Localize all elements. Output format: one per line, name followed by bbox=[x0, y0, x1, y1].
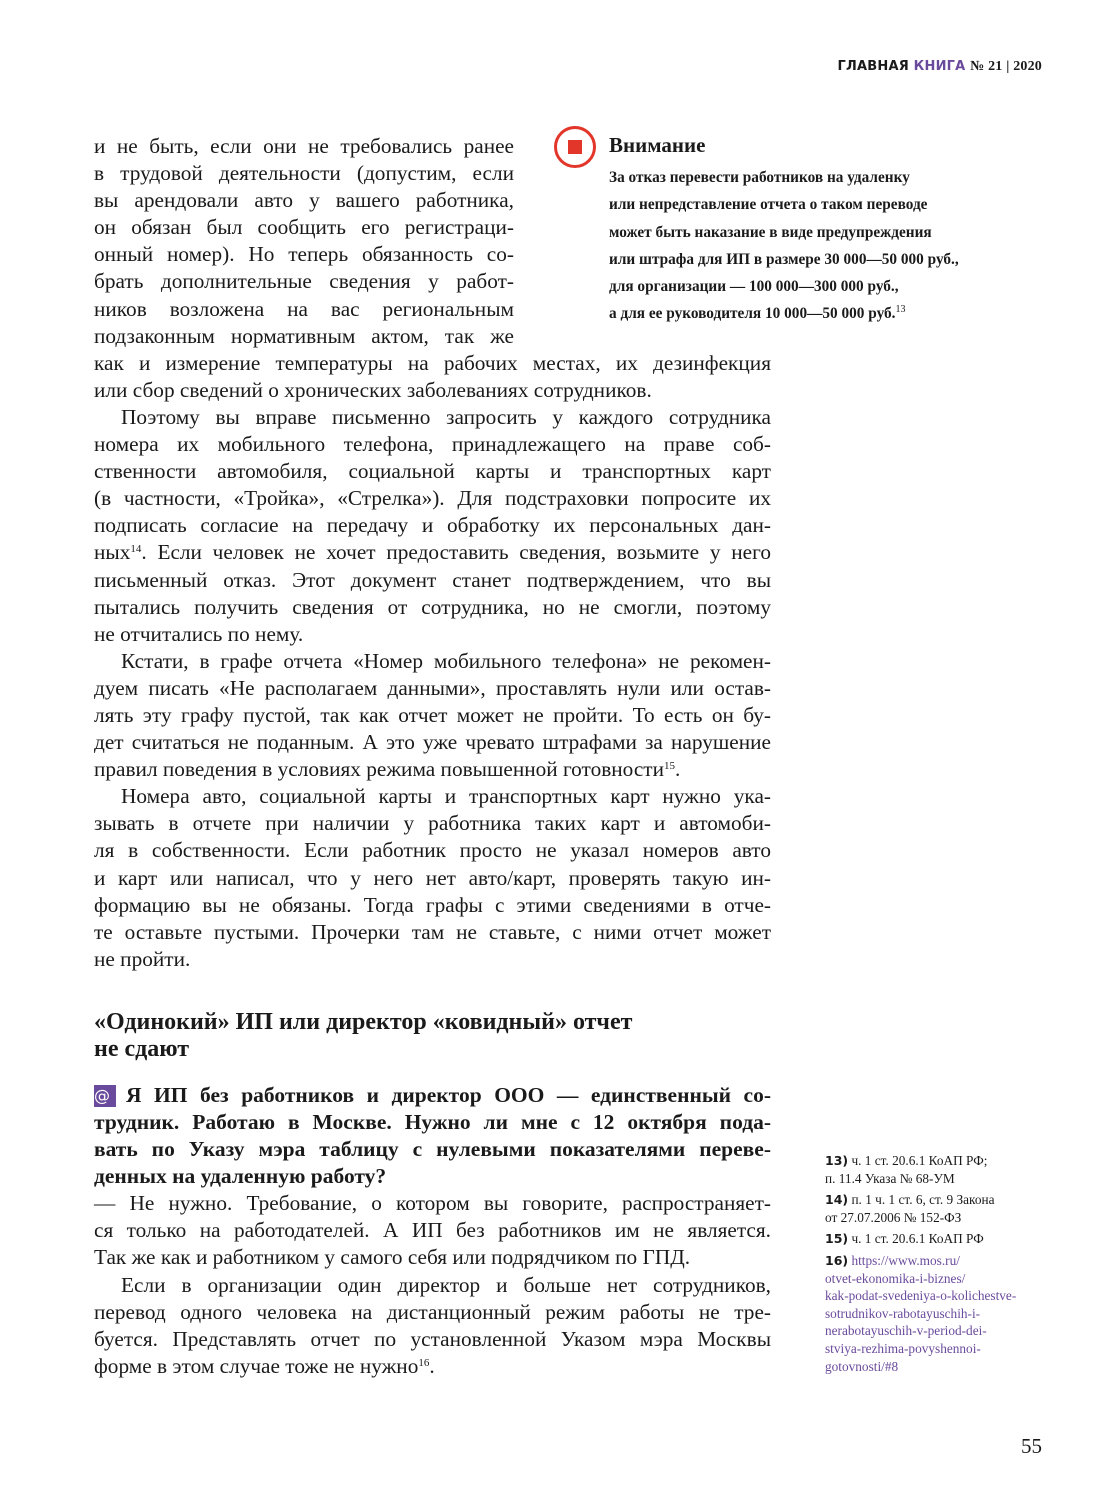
line-text: ственности автомобиля, социальной карты и транспортных карт bbox=[94, 459, 771, 484]
line-text: . bbox=[675, 757, 681, 782]
line-text: не отчитались по нему. bbox=[94, 621, 304, 646]
attention-line: может быть наказание в виде предупреждения bbox=[609, 223, 932, 241]
line-text: перевод одного человека на дистанционный режим работы не тре- bbox=[94, 1299, 771, 1324]
attention-line: За отказ перевести работников на удаленку bbox=[609, 169, 910, 186]
line-text: . bbox=[429, 1353, 435, 1378]
text-line bbox=[94, 648, 771, 675]
text-line bbox=[94, 1163, 771, 1190]
attention-line-text: а для ее руководителя 10 000—50 000 руб. bbox=[609, 305, 896, 323]
footnote-text: от 27.07.2006 № 152-ФЗ bbox=[825, 1209, 962, 1225]
at-icon: @ bbox=[94, 1085, 116, 1107]
footnote-text: ч. 1 ст. 20.6.1 КоАП РФ; bbox=[851, 1153, 988, 1168]
heading-line: не сдают bbox=[94, 1036, 190, 1063]
text-line bbox=[94, 1136, 771, 1163]
text-line bbox=[94, 214, 514, 241]
text-line bbox=[94, 485, 771, 512]
line-text: и не быть, если они не требовались ранее bbox=[94, 134, 514, 158]
line-text: . Если человек не хочет предоставить сведения, возьмите у него bbox=[141, 540, 771, 565]
main-column bbox=[94, 133, 771, 1380]
footnote bbox=[825, 1191, 1050, 1226]
text-line bbox=[94, 1299, 771, 1326]
text-line bbox=[94, 594, 771, 621]
attention-line: для организации — 100 000—300 000 руб., bbox=[609, 278, 899, 296]
text-line bbox=[94, 1272, 771, 1299]
line-text: денных на удаленную работу? bbox=[94, 1164, 387, 1189]
text-line bbox=[94, 919, 771, 946]
text-line bbox=[94, 946, 771, 973]
footnote-ref: 15 bbox=[664, 760, 676, 773]
line-text: ников возложена на вас региональным bbox=[94, 296, 514, 321]
text-line bbox=[94, 729, 771, 756]
text-line bbox=[94, 377, 771, 404]
line-text: или сбор сведений о хронических заболеваниях сотрудников. bbox=[94, 377, 652, 402]
text-line bbox=[94, 512, 771, 539]
page-number: 55 bbox=[1021, 1434, 1042, 1458]
footnote-link[interactable]: otvet-ekonomika-i-biznes/ bbox=[825, 1270, 966, 1286]
body-text-1 bbox=[94, 133, 771, 973]
line-text: формацию вы не обязаны. Тогда графы с этими сведениями в отче- bbox=[94, 892, 771, 917]
line-text: онный номер). Но теперь обязанность со- bbox=[94, 242, 514, 267]
footnote-link[interactable]: https://www.mos.ru/ bbox=[851, 1252, 960, 1268]
text-line bbox=[94, 1082, 771, 1109]
text-line bbox=[94, 1190, 771, 1217]
line-text: письменный отказ. Этот документ станет подтверждением, что вы bbox=[94, 567, 771, 592]
line-text: подзаконным нормативным актом, так же bbox=[94, 323, 514, 348]
text-line bbox=[94, 431, 771, 458]
footnote-number: 13) bbox=[825, 1153, 849, 1168]
text-line bbox=[94, 241, 514, 268]
line-text: — Не нужно. Требование, о котором вы говорите, распространяет- bbox=[94, 1191, 771, 1216]
text-line bbox=[94, 621, 771, 648]
text-line bbox=[94, 133, 514, 160]
footnote-ref: 16 bbox=[418, 1356, 430, 1369]
line-text: буется. Представлять отчет по установленной Указом мэра Москвы bbox=[94, 1326, 771, 1351]
line-text: и карт или написал, что у него нет авто/карт, проверять такую ин- bbox=[94, 865, 771, 890]
line-text: Если в организации один директор и больше нет сотрудников, bbox=[121, 1272, 771, 1297]
footnote bbox=[825, 1152, 1050, 1187]
text-line bbox=[94, 539, 771, 566]
footnotes bbox=[825, 1152, 1050, 1379]
footnote-text: п. 11.4 Указа № 68-УМ bbox=[825, 1170, 955, 1186]
text-line bbox=[94, 675, 771, 702]
section-heading bbox=[94, 1009, 771, 1064]
footnote-number: 16) bbox=[825, 1252, 849, 1268]
line-text: дуем писать «Не располагаем данными», проставлять нули или остав- bbox=[94, 675, 771, 700]
text-line bbox=[94, 837, 771, 864]
line-text: как и измерение температуры на рабочих местах, их дезинфекция bbox=[94, 350, 771, 375]
line-text: правил поведения в условиях режима повышенной готовности bbox=[94, 757, 665, 782]
text-line bbox=[94, 756, 771, 783]
line-text: вать по Указу мэра таблицу с нулевыми показателями переве- bbox=[94, 1137, 771, 1162]
text-line bbox=[94, 783, 771, 810]
footnote-text: п. 1 ч. 1 ст. 6, ст. 9 Закона bbox=[851, 1192, 995, 1208]
attention-line: или штрафа для ИП в размере 30 000—50 000 руб., bbox=[609, 250, 959, 268]
line-text: пытались получить сведения от сотрудника, но не смогли, поэтому bbox=[94, 594, 771, 619]
line-text: ных bbox=[94, 540, 131, 565]
text-line bbox=[94, 268, 514, 295]
line-text: лять эту графу пустой, так как отчет может не пройти. То есть он бу- bbox=[94, 702, 771, 727]
footnote-ref: 13 bbox=[895, 304, 906, 316]
line-text: те оставьте пустыми. Прочерки там не ставьте, с ними отчет может bbox=[94, 919, 771, 944]
line-text: Поэтому вы вправе письменно запросить у каждого сотрудника bbox=[121, 404, 771, 429]
line-text: вы арендовали авто у вашего работника, bbox=[94, 188, 514, 213]
text-line bbox=[94, 1244, 771, 1271]
line-text: Так же как и работником у самого себя или подрядчиком по ГПД. bbox=[94, 1245, 691, 1270]
text-line bbox=[94, 810, 771, 837]
text-line bbox=[94, 458, 771, 485]
footnote-link[interactable]: sotrudnikov-rabotayuschih-i- bbox=[825, 1305, 981, 1321]
text-line bbox=[94, 702, 771, 729]
line-text: номера их мобильного телефона, принадлежащего на праве соб- bbox=[94, 432, 771, 457]
text-line bbox=[94, 1353, 771, 1380]
attention-line: или непредставление отчета о таком переводе bbox=[609, 196, 928, 214]
line-text: в трудовой деятельности (допустим, если bbox=[94, 161, 514, 186]
line-text: дет считаться не поданным. А это уже чревато штрафами за нарушение bbox=[94, 730, 771, 755]
text-line bbox=[94, 567, 771, 594]
line-text: форме в этом случае тоже не нужно bbox=[94, 1353, 419, 1378]
line-text: трудник. Работаю в Москве. Нужно ли мне с 12 октября пода- bbox=[94, 1110, 771, 1134]
footnote-link[interactable]: gotovnosti/#8 bbox=[825, 1358, 899, 1374]
line-text: Я ИП без работников и директор ООО — единственный со- bbox=[126, 1082, 771, 1107]
issue-number: № 21 | 2020 bbox=[970, 59, 1042, 74]
line-text: Номера авто, социальной карты и транспортных карт нужно ука- bbox=[121, 784, 771, 809]
line-text: он обязан был сообщить его регистраци- bbox=[94, 215, 514, 240]
line-text: брать дополнительные сведения у работ- bbox=[94, 269, 514, 294]
footnote-ref: 14 bbox=[130, 543, 142, 556]
footnote-number: 14) bbox=[825, 1192, 849, 1208]
attention-title: Внимание bbox=[609, 133, 706, 157]
line-text: ся только на работодателей. А ИП без работников им не является. bbox=[94, 1218, 771, 1243]
text-line bbox=[94, 187, 514, 214]
text-line bbox=[94, 404, 771, 431]
text-line bbox=[94, 1217, 771, 1244]
footnote-link[interactable]: stviya-rezhima-povyshennoi- bbox=[825, 1340, 981, 1356]
text-line bbox=[94, 350, 771, 377]
text-line bbox=[94, 160, 514, 187]
footnote-number: 15) bbox=[825, 1231, 849, 1247]
footnote-text: ч. 1 ст. 20.6.1 КоАП РФ bbox=[851, 1231, 984, 1247]
line-text: зывать в отчете при наличии у работника таких карт и автомоби- bbox=[94, 811, 771, 836]
line-text: подписать согласие на передачу и обработку их персональных дан- bbox=[94, 513, 771, 538]
text-line bbox=[94, 1109, 771, 1136]
text-line bbox=[94, 323, 514, 350]
footnote bbox=[825, 1230, 1050, 1248]
line-text: не пройти. bbox=[94, 946, 191, 971]
answer-text bbox=[94, 1190, 771, 1380]
line-text: Кстати, в графе отчета «Номер мобильного телефона» не рекомен- bbox=[121, 648, 771, 673]
text-line bbox=[94, 865, 771, 892]
footnote-link[interactable]: kak-podat-svedeniya-o-kolichestve- bbox=[825, 1288, 1017, 1304]
line-text: (в частности, «Тройка», «Стрелка»). Для подстраховки попросите их bbox=[94, 486, 771, 511]
brand-glavnaya: ГЛАВНАЯ bbox=[837, 59, 909, 74]
heading-line: «Одинокий» ИП или директор «ковидный» отчет bbox=[94, 1008, 633, 1035]
text-line bbox=[94, 892, 771, 919]
question bbox=[94, 1082, 771, 1190]
text-line bbox=[94, 1326, 771, 1353]
text-line bbox=[94, 296, 514, 323]
footnote bbox=[825, 1252, 1050, 1375]
brand-kniga: КНИГА bbox=[913, 59, 966, 74]
line-text: ля в собственности. Если работник просто не указал номеров авто bbox=[94, 838, 771, 863]
running-header bbox=[838, 59, 1042, 75]
footnote-link[interactable]: nerabotayuschih-v-period-dei- bbox=[825, 1323, 987, 1339]
